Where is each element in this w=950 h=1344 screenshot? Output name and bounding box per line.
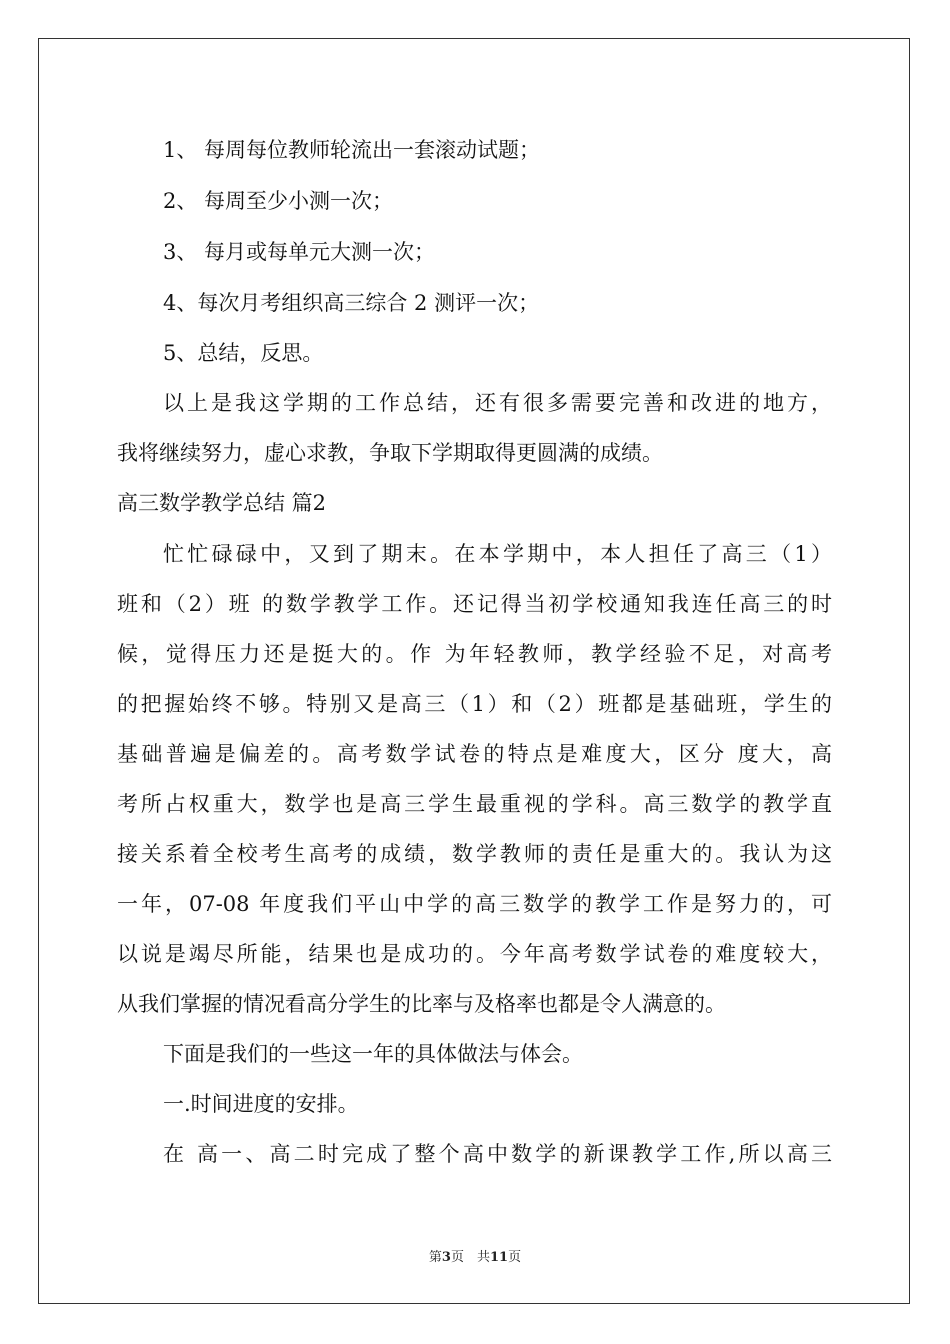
body-line-6: 考所占权重大，数学也是高三学生最重视的学科。高三数学的教学直 (117, 792, 832, 816)
list-item-3: 3、 每月或每单元大测一次； (163, 240, 436, 264)
page-total: 11 (489, 1250, 509, 1265)
page-suffix: 页 (508, 1250, 522, 1265)
body-line-2: 班和（2）班 的数学教学工作。还记得当初学校通知我连任高三的时 (117, 592, 832, 616)
body-line-3: 候，觉得压力还是挺大的。作 为年轻教师，教学经验不足，对高考 (117, 642, 832, 666)
list-item-5: 5、总结，反思。 (163, 341, 324, 365)
page-current: 3 (441, 1250, 451, 1265)
body-line-9: 以说是竭尽所能，结果也是成功的。今年高考数学试卷的难度较大， (117, 942, 832, 966)
summary-line-2: 我将继续努力，虚心求教，争取下学期取得更圆满的成绩。 (117, 441, 663, 465)
body-line-7: 接关系着全校考生高考的成绩，数学教师的责任是重大的。我认为这 (117, 842, 832, 866)
subheading: 一.时间进度的安排。 (163, 1092, 359, 1116)
section-heading: 高三数学教学总结 篇2 (117, 491, 327, 515)
list-item-2: 2、 每周至少小测一次； (163, 189, 394, 213)
body-line-5: 基础普遍是偏差的。高考数学试卷的特点是难度大，区分 度大，高 (117, 742, 832, 766)
page-prefix: 第 (428, 1250, 442, 1265)
body-line-10: 从我们掌握的情况看高分学生的比率与及格率也都是令人满意的。 (117, 992, 726, 1016)
body-line-8: 一年，07-08 年度我们平山中学的高三数学的教学工作是努力的，可 (117, 892, 832, 916)
list-item-4: 4、每次月考组织高三综合 2 测评一次； (163, 291, 540, 315)
page-footer (0, 1246, 950, 1265)
body-line-4: 的把握始终不够。特别又是高三（1）和（2）班都是基础班，学生的 (117, 692, 832, 716)
body-line-1: 忙忙碌碌中，又到了期末。在本学期中，本人担任了高三（1） (163, 542, 832, 566)
page-mid: 页 共 (450, 1250, 490, 1265)
summary-line-1: 以上是我这学期的工作总结，还有很多需要完善和改进的地方， (163, 391, 832, 415)
last-line: 在 高一、高二时完成了整个高中数学的新课教学工作,所以高三 (163, 1142, 832, 1166)
intro-line: 下面是我们的一些这一年的具体做法与体会。 (163, 1042, 583, 1066)
list-item-1: 1、 每周每位教师轮流出一套滚动试题； (163, 138, 541, 162)
